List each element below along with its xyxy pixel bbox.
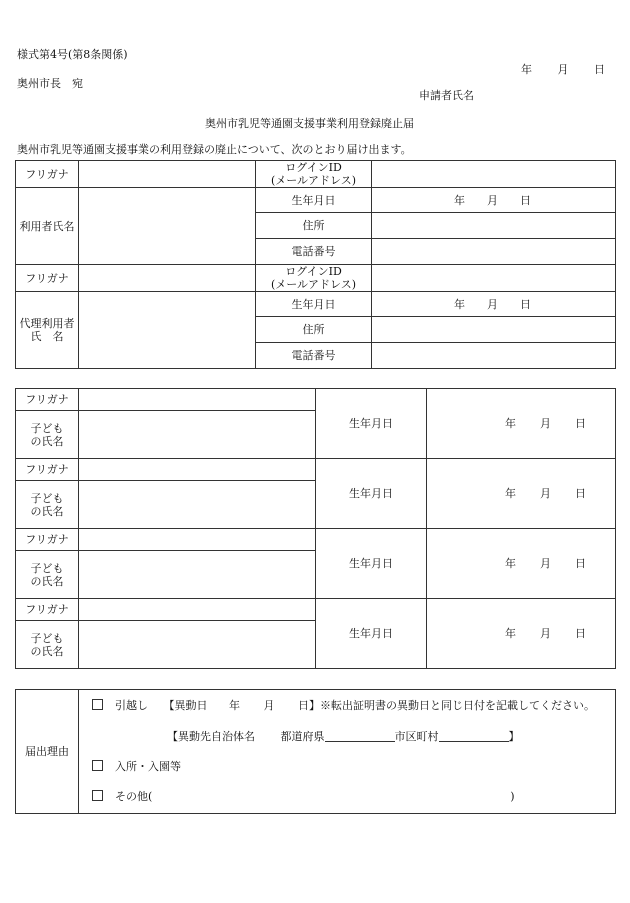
reason-destination-line bbox=[167, 730, 520, 743]
proxy-name-line2: 氏 名 bbox=[30, 330, 64, 343]
y: 年 bbox=[505, 487, 516, 500]
proxy-name-line1: 代理利用者 bbox=[19, 317, 75, 330]
child-name-line2: の氏名 bbox=[30, 504, 64, 518]
m: 月 bbox=[540, 417, 551, 430]
proxy-birthdate-field[interactable] bbox=[372, 292, 616, 317]
child-name-field[interactable] bbox=[79, 621, 316, 669]
page-title: 奥州市乳児等通園支援事業利用登録廃止届 bbox=[205, 117, 414, 130]
child-birthdate-field[interactable] bbox=[427, 529, 616, 599]
proxy-furigana-field[interactable] bbox=[79, 265, 256, 292]
other-close: ) bbox=[510, 790, 515, 803]
header-date bbox=[521, 61, 605, 77]
d: 日 bbox=[520, 297, 531, 311]
child-birthdate-label: 生年月日 bbox=[316, 599, 427, 669]
child-furigana-row bbox=[16, 529, 616, 551]
m: 月 bbox=[487, 193, 498, 207]
proxy-login-id-label bbox=[256, 265, 372, 292]
proxy-furigana-label: フリガナ bbox=[16, 265, 79, 292]
user-phone-label: 電話番号 bbox=[256, 239, 372, 265]
date-year: 年 bbox=[521, 63, 532, 76]
move-label: 引越し bbox=[115, 699, 148, 712]
child-name-label bbox=[16, 621, 79, 669]
child-name-line1: 子ども bbox=[30, 631, 64, 645]
child-furigana-field[interactable] bbox=[79, 389, 316, 411]
date-month: 月 bbox=[557, 63, 569, 76]
enroll-checkbox[interactable] bbox=[92, 760, 103, 771]
child-name-line1: 子ども bbox=[30, 561, 64, 575]
proxy-birthdate-label: 生年月日 bbox=[256, 292, 372, 317]
intro-text: 奥州市乳児等通園支援事業の利用登録の廃止について、次のとおり届け出ます。 bbox=[17, 143, 412, 156]
child-furigana-label: フリガナ bbox=[16, 389, 79, 411]
proxy-address-label: 住所 bbox=[256, 317, 372, 343]
child-furigana-field[interactable] bbox=[79, 599, 316, 621]
user-login-id-field[interactable] bbox=[372, 161, 616, 188]
child-furigana-field[interactable] bbox=[79, 459, 316, 481]
d: 日 bbox=[575, 557, 586, 570]
child-name-line1: 子ども bbox=[30, 421, 64, 435]
y: 年 bbox=[454, 297, 465, 311]
user-address-label: 住所 bbox=[256, 213, 372, 239]
child-name-line1: 子ども bbox=[30, 491, 64, 505]
other-label: その他( bbox=[115, 790, 153, 803]
proxy-name-label bbox=[16, 292, 79, 369]
move-checkbox[interactable] bbox=[92, 699, 103, 710]
user-address-field[interactable] bbox=[372, 213, 616, 239]
login-id-text: ログインID bbox=[285, 265, 342, 278]
reason-options bbox=[79, 690, 616, 814]
child-birthdate-field[interactable] bbox=[427, 599, 616, 669]
child-name-field[interactable] bbox=[79, 551, 316, 599]
proxy-phone-field[interactable] bbox=[372, 343, 616, 369]
d: 日 bbox=[575, 627, 586, 640]
proxy-address-field[interactable] bbox=[372, 317, 616, 343]
user-login-id-label bbox=[256, 161, 372, 188]
user-furigana-label: フリガナ bbox=[16, 161, 79, 188]
reason-table bbox=[15, 689, 616, 814]
user-birthdate-label: 生年月日 bbox=[256, 188, 372, 213]
m: 月 bbox=[487, 297, 498, 311]
m: 月 bbox=[540, 627, 551, 640]
municipality-field[interactable] bbox=[439, 741, 509, 742]
email-text: (メールアドレス) bbox=[270, 174, 357, 187]
m: 月 bbox=[540, 487, 551, 500]
d: 日 bbox=[575, 487, 586, 500]
move-d: 日】 bbox=[298, 699, 320, 712]
child-name-label bbox=[16, 551, 79, 599]
m: 月 bbox=[540, 557, 551, 570]
child-name-label bbox=[16, 411, 79, 459]
child-furigana-row bbox=[16, 599, 616, 621]
child-name-field[interactable] bbox=[79, 481, 316, 529]
y: 年 bbox=[505, 417, 516, 430]
child-birthdate-field[interactable] bbox=[427, 389, 616, 459]
move-date-open: 【異動日 bbox=[163, 699, 208, 712]
child-name-line2: の氏名 bbox=[30, 574, 64, 588]
child-name-label bbox=[16, 481, 79, 529]
applicant-name-label: 申請者氏名 bbox=[419, 89, 474, 102]
user-furigana-field[interactable] bbox=[79, 161, 256, 188]
form-number: 様式第4号(第8条関係) bbox=[17, 48, 128, 61]
child-birthdate-label: 生年月日 bbox=[316, 529, 427, 599]
y: 年 bbox=[505, 557, 516, 570]
dest-open: 【異動先自治体名 bbox=[167, 730, 255, 743]
prefecture-field[interactable] bbox=[325, 741, 395, 742]
prefecture-label: 都道府県 bbox=[280, 730, 325, 743]
user-birthdate-field[interactable] bbox=[372, 188, 616, 213]
child-name-line2: の氏名 bbox=[30, 644, 64, 658]
move-m: 月 bbox=[263, 699, 275, 712]
child-birthdate-label: 生年月日 bbox=[316, 389, 427, 459]
reason-other-line bbox=[92, 790, 515, 803]
child-furigana-label: フリガナ bbox=[16, 529, 79, 551]
municipality-label: 市区町村 bbox=[394, 730, 439, 743]
proxy-login-id-field[interactable] bbox=[372, 265, 616, 292]
user-phone-field[interactable] bbox=[372, 239, 616, 265]
other-checkbox[interactable] bbox=[92, 790, 103, 801]
y: 年 bbox=[454, 193, 465, 207]
children-table bbox=[15, 388, 616, 669]
move-y: 年 bbox=[229, 699, 240, 712]
login-id-text: ログインID bbox=[285, 161, 342, 174]
date-day: 日 bbox=[594, 63, 605, 76]
child-furigana-label: フリガナ bbox=[16, 459, 79, 481]
proxy-phone-label: 電話番号 bbox=[256, 343, 372, 369]
d: 日 bbox=[575, 417, 586, 430]
child-furigana-row bbox=[16, 459, 616, 481]
user-name-field[interactable] bbox=[79, 188, 256, 265]
child-furigana-field[interactable] bbox=[79, 529, 316, 551]
d: 日 bbox=[520, 193, 531, 207]
enroll-label: 入所・入園等 bbox=[115, 760, 181, 773]
child-name-line2: の氏名 bbox=[30, 434, 64, 448]
child-birthdate-label: 生年月日 bbox=[316, 459, 427, 529]
move-note: ※転出証明書の異動日と同じ日付を記載してください。 bbox=[320, 699, 595, 712]
reason-label: 届出理由 bbox=[16, 690, 79, 814]
reason-move-line bbox=[92, 699, 595, 712]
child-furigana-row bbox=[16, 389, 616, 411]
user-name-label: 利用者氏名 bbox=[16, 188, 79, 265]
addressee: 奥州市長 宛 bbox=[17, 77, 83, 90]
child-birthdate-field[interactable] bbox=[427, 459, 616, 529]
proxy-name-field[interactable] bbox=[79, 292, 256, 369]
y: 年 bbox=[505, 627, 516, 640]
reason-enroll-line bbox=[92, 760, 181, 773]
child-furigana-label: フリガナ bbox=[16, 599, 79, 621]
child-name-field[interactable] bbox=[79, 411, 316, 459]
dest-close: 】 bbox=[508, 730, 520, 743]
user-info-table bbox=[15, 160, 616, 369]
email-text: (メールアドレス) bbox=[270, 278, 357, 291]
